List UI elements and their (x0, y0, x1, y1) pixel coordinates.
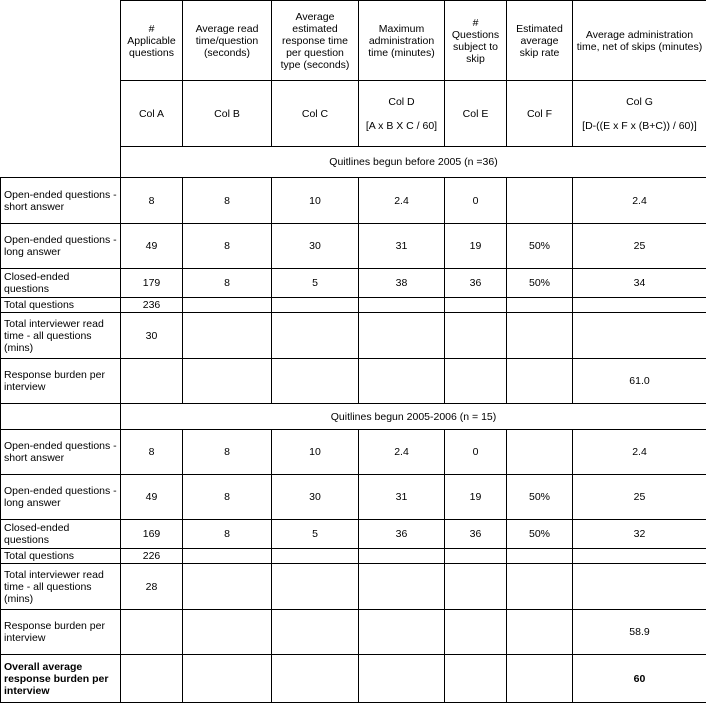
row-label: Total questions (1, 298, 121, 313)
cell-c: 10 (272, 430, 359, 475)
cell-e: 19 (445, 224, 507, 269)
cell-a: 49 (121, 224, 183, 269)
section2-title: Quitlines begun 2005-2006 (n = 15) (121, 404, 706, 430)
empty-cell (573, 549, 706, 564)
empty-cell (359, 313, 445, 359)
empty-cell (272, 655, 359, 703)
empty-cell (507, 655, 573, 703)
cell-c: 5 (272, 520, 359, 549)
cell-e: 0 (445, 178, 507, 224)
col-label-g (573, 81, 706, 147)
cell-b: 8 (183, 520, 272, 549)
burden-row (1, 610, 706, 655)
empty-cell (121, 655, 183, 703)
header-row (1, 1, 706, 81)
empty-cell (445, 298, 507, 313)
header-col-b: Average read time/question (seconds) (183, 1, 272, 81)
header-col-g: Average administration time, net of skips (minutes) (573, 1, 706, 81)
table-row (1, 224, 706, 269)
cell-g: 25 (573, 475, 706, 520)
header-col-c: Average estimated response time per question type (seconds) (272, 1, 359, 81)
col-label-e: Col E (445, 81, 507, 147)
table-row (1, 178, 706, 224)
empty-cell (359, 359, 445, 404)
cell-a: 169 (121, 520, 183, 549)
cell-d: 31 (359, 475, 445, 520)
col-label-b: Col B (183, 81, 272, 147)
section1-title: Quitlines begun before 2005 (n =36) (121, 147, 706, 178)
cell-a: 179 (121, 269, 183, 298)
empty-cell (507, 298, 573, 313)
col-label-g-text: Col G (626, 95, 653, 108)
cell-a: 28 (121, 564, 183, 610)
empty-cell (272, 610, 359, 655)
cell-a: 8 (121, 430, 183, 475)
empty-cell (183, 359, 272, 404)
cell-a: 226 (121, 549, 183, 564)
empty-cell (183, 313, 272, 359)
header-col-f: Estimated average skip rate (507, 1, 573, 81)
empty-cell (445, 564, 507, 610)
cell-b: 8 (183, 269, 272, 298)
cell-g: 61.0 (573, 359, 706, 404)
burden-row (1, 359, 706, 404)
row-label: Response burden per interview (1, 359, 121, 404)
cell-b: 8 (183, 475, 272, 520)
empty-cell (445, 313, 507, 359)
corner-cell (1, 1, 121, 178)
cell-g: 32 (573, 520, 706, 549)
col-label-f: Col F (507, 81, 573, 147)
empty-cell (183, 564, 272, 610)
empty-cell (272, 313, 359, 359)
empty-cell (183, 549, 272, 564)
row-label: Open-ended questions - short answer (1, 430, 121, 475)
empty-cell (272, 298, 359, 313)
empty-cell (507, 313, 573, 359)
cell-g: 34 (573, 269, 706, 298)
cell-a: 236 (121, 298, 183, 313)
cell-c: 30 (272, 224, 359, 269)
cell-g: 2.4 (573, 178, 706, 224)
overall-row (1, 655, 706, 703)
cell-d: 31 (359, 224, 445, 269)
empty-cell (507, 610, 573, 655)
cell-d: 38 (359, 269, 445, 298)
cell-b: 8 (183, 178, 272, 224)
empty-cell (359, 655, 445, 703)
empty-cell (183, 610, 272, 655)
cell-d: 2.4 (359, 430, 445, 475)
empty-cell (573, 298, 706, 313)
cell-g: 2.4 (573, 430, 706, 475)
cell-f (507, 430, 573, 475)
cell-f: 50% (507, 520, 573, 549)
row-label: Open-ended questions - long answer (1, 224, 121, 269)
cell-e: 36 (445, 520, 507, 549)
empty-cell (272, 564, 359, 610)
row-label: Open-ended questions - long answer (1, 475, 121, 520)
empty-cell (359, 549, 445, 564)
row-label: Total questions (1, 549, 121, 564)
cell-d: 2.4 (359, 178, 445, 224)
empty-cell (121, 359, 183, 404)
cell-f: 50% (507, 224, 573, 269)
cell-e: 0 (445, 430, 507, 475)
table-row (1, 520, 706, 549)
empty-cell (445, 655, 507, 703)
empty-cell (445, 549, 507, 564)
cell-f: 50% (507, 475, 573, 520)
empty-cell (359, 610, 445, 655)
empty-cell (445, 610, 507, 655)
col-label-a: Col A (121, 81, 183, 147)
cell-b: 8 (183, 430, 272, 475)
overall-value: 60 (573, 655, 706, 703)
row-label: Response burden per interview (1, 610, 121, 655)
header-col-a: # Applicable questions (121, 1, 183, 81)
cell-a: 49 (121, 475, 183, 520)
empty-cell (507, 359, 573, 404)
row-label: Closed-ended questions (1, 269, 121, 298)
row-label: Total interviewer read time - all questions (mins) (1, 313, 121, 359)
total-row (1, 298, 706, 313)
empty-cell (507, 564, 573, 610)
header-col-d: Maximum administration time (minutes) (359, 1, 445, 81)
col-formula-g: [D-((E x F x (B+C)) / 60)] (582, 119, 697, 132)
empty-cell (183, 655, 272, 703)
row-label: Total interviewer read time - all questions (mins) (1, 564, 121, 610)
table-row (1, 475, 706, 520)
table-row (1, 430, 706, 475)
empty-cell (359, 298, 445, 313)
cell-b: 8 (183, 224, 272, 269)
read-time-row (1, 564, 706, 610)
empty-cell (121, 610, 183, 655)
empty-cell (183, 298, 272, 313)
row-label: Open-ended questions - short answer (1, 178, 121, 224)
col-label-c: Col C (272, 81, 359, 147)
cell-e: 36 (445, 269, 507, 298)
cell-e: 19 (445, 475, 507, 520)
empty-cell (272, 549, 359, 564)
cell-a: 8 (121, 178, 183, 224)
table-row (1, 269, 706, 298)
empty-cell (272, 359, 359, 404)
cell-c: 5 (272, 269, 359, 298)
cell-c: 30 (272, 475, 359, 520)
cell-f: 50% (507, 269, 573, 298)
empty-cell (1, 404, 121, 430)
empty-cell (445, 359, 507, 404)
header-col-e: # Questions subject to skip (445, 1, 507, 81)
cell-a: 30 (121, 313, 183, 359)
empty-cell (573, 564, 706, 610)
overall-label: Overall average response burden per interview (1, 655, 121, 703)
col-formula-d: [A x B X C / 60] (365, 119, 438, 132)
col-label-d-text: Col D (388, 95, 415, 108)
row-label: Closed-ended questions (1, 520, 121, 549)
cell-f (507, 178, 573, 224)
cell-d: 36 (359, 520, 445, 549)
empty-cell (507, 549, 573, 564)
total-row (1, 549, 706, 564)
read-time-row (1, 313, 706, 359)
section2-title-row (1, 404, 706, 430)
col-label-d (359, 81, 445, 147)
cell-c: 10 (272, 178, 359, 224)
cell-g: 25 (573, 224, 706, 269)
cell-g: 58.9 (573, 610, 706, 655)
empty-cell (359, 564, 445, 610)
empty-cell (573, 313, 706, 359)
